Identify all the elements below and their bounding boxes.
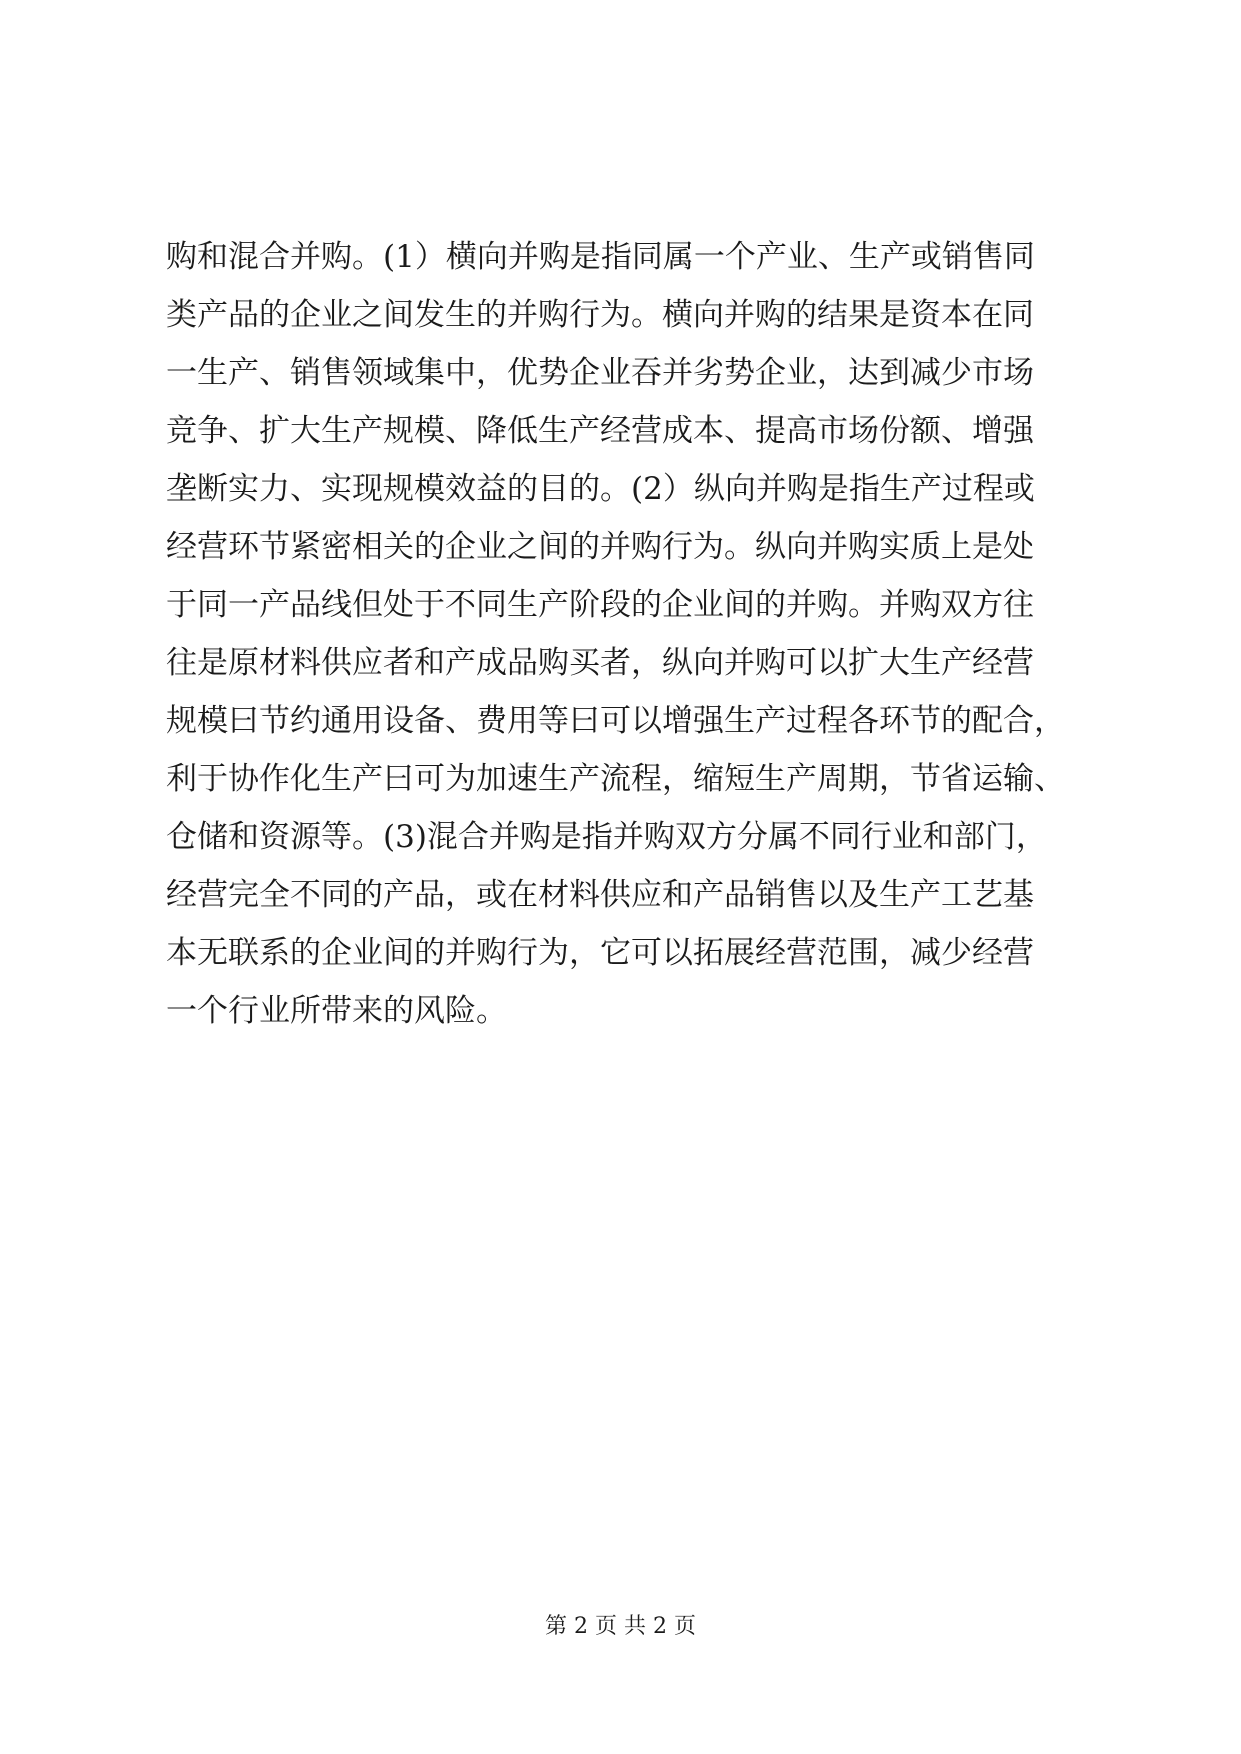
page-number-footer: 第 2 页 共 2 页 [545,1614,696,1639]
body-paragraph [166,228,1086,1040]
text-line: 一个行业所带来的风险。 [166,993,507,1029]
text-line: 本无联系的企业间的并购行为，它可以拓展经营范围，减少经营 [166,935,1034,971]
text-line: 垄断实力、实现规模效益的目的。(2）纵向并购是指生产过程或 [166,471,1035,507]
text-line: 一生产、销售领域集中，优势企业吞并劣势企业，达到减少市场 [166,355,1034,391]
text-line: 类产品的企业之间发生的并购行为。横向并购的结果是资本在同 [166,297,1034,333]
text-line: 于同一产品线但处于不同生产阶段的企业间的并购。并购双方往 [166,587,1034,623]
text-line: 购和混合并购。(1）横向并购是指同属一个产业、生产或销售同 [166,239,1035,275]
text-line: 竞争、扩大生产规模、降低生产经营成本、提高市场份额、增强 [166,413,1034,449]
text-line: 经营完全不同的产品，或在材料供应和产品销售以及生产工艺基 [166,877,1034,913]
text-line: 仓储和资源等。(3)混合并购是指并购双方分属不同行业和部门， [166,819,1047,855]
text-line: 规模曰节约通用设备、费用等曰可以增强生产过程各环节的配合， [166,703,1065,739]
text-line: 利于协作化生产曰可为加速生产流程，缩短生产周期，节省运输、 [166,761,1065,797]
text-line: 经营环节紧密相关的企业之间的并购行为。纵向并购实质上是处 [166,529,1034,565]
text-line: 往是原材料供应者和产成品购买者，纵向并购可以扩大生产经营 [166,645,1034,681]
